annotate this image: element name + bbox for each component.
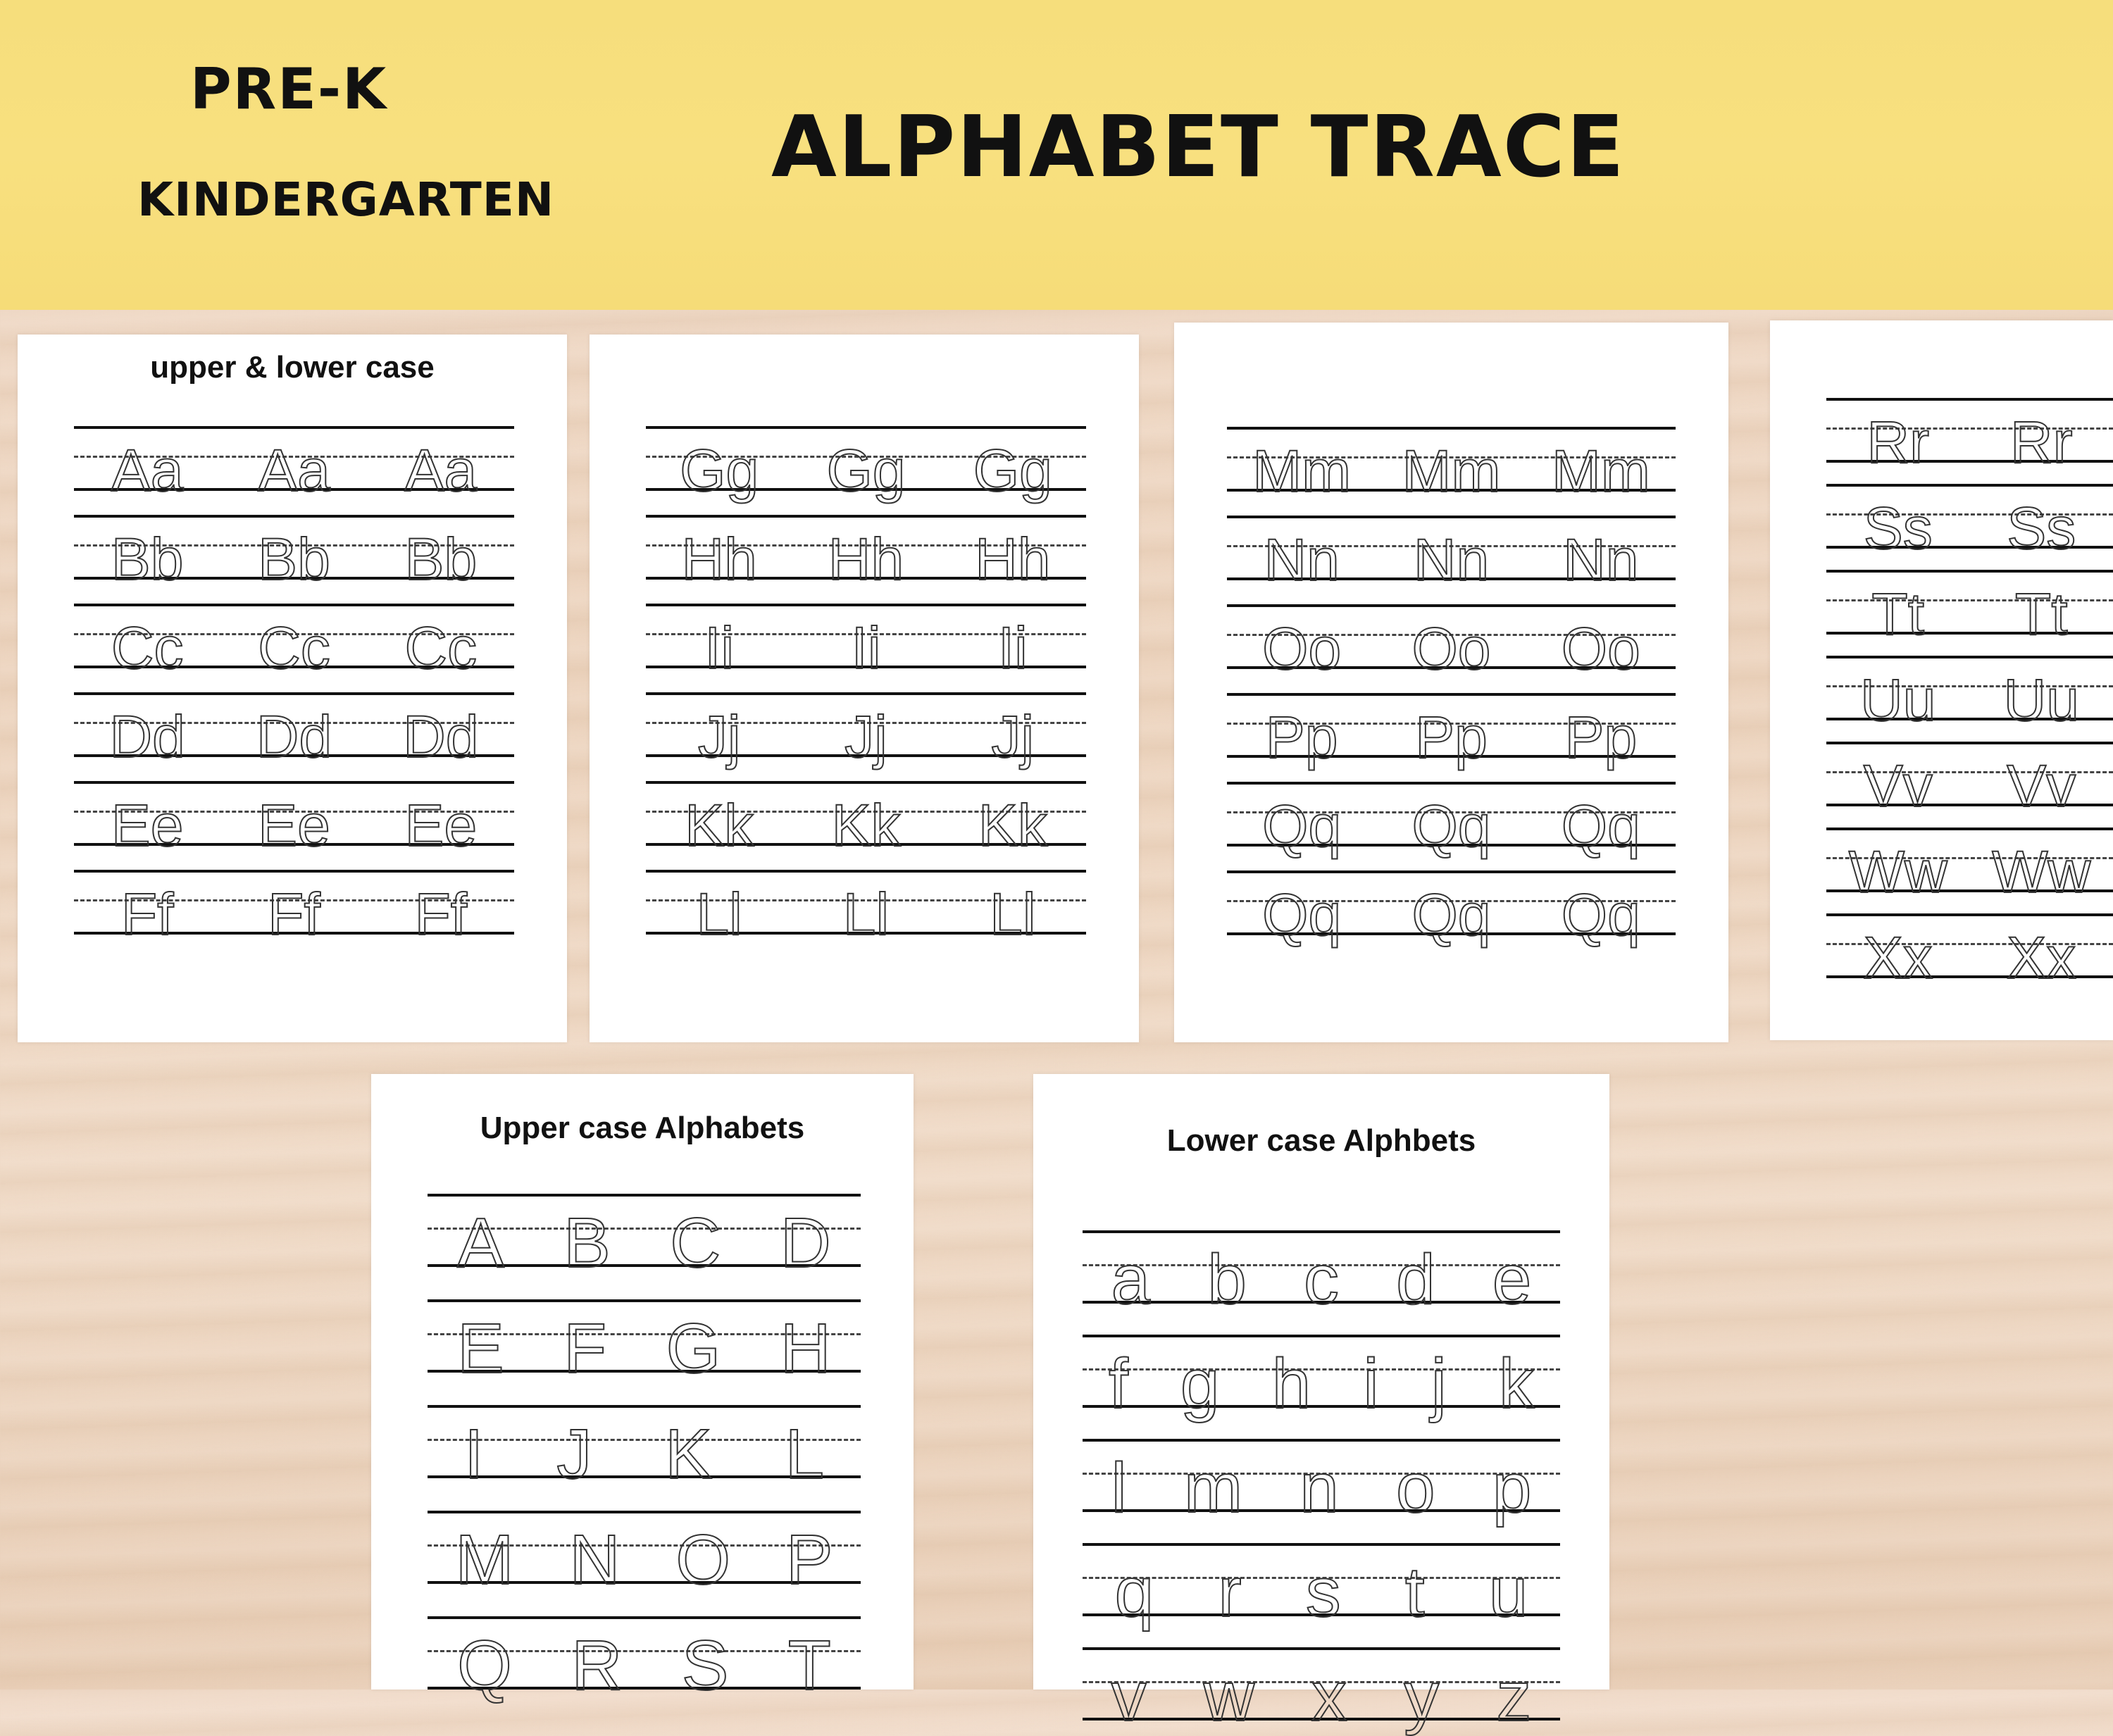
tracing-row (428, 1405, 861, 1494)
top-line (1826, 742, 2113, 744)
trace-letters: Nn (1413, 527, 1490, 593)
tracing-row (1227, 870, 1676, 948)
trace-letters: A (457, 1204, 504, 1282)
trace-letters: Vv (1863, 753, 1933, 819)
trace-letters: Cc (258, 615, 330, 681)
trace-letters: D (780, 1204, 831, 1282)
trace-letters: Qq (1262, 882, 1342, 948)
trace-letters: Ww (1848, 839, 1947, 905)
trace-letters: j (1431, 1344, 1447, 1423)
letter-group (74, 881, 514, 947)
letter-group (1227, 793, 1676, 859)
letter-group (646, 792, 1086, 858)
top-line (428, 1511, 861, 1513)
letter-group (1227, 616, 1676, 682)
top-line (1227, 516, 1676, 518)
letter-group (428, 1309, 861, 1388)
trace-letters: T (787, 1626, 831, 1705)
trace-letters: Ee (111, 792, 184, 858)
letter-group (1083, 1344, 1560, 1423)
trace-letters: Qq (1262, 793, 1342, 859)
letter-group (74, 615, 514, 681)
letter-group (1083, 1240, 1560, 1319)
trace-letters: Gg (826, 437, 906, 504)
top-line (1083, 1543, 1560, 1546)
top-line (1083, 1230, 1560, 1233)
trace-letters: m (1183, 1449, 1243, 1528)
trace-letters: a (1111, 1240, 1151, 1319)
tracing-row (646, 604, 1086, 681)
tracing-row (74, 604, 514, 681)
letter-group (646, 881, 1086, 947)
letter-group (1083, 1657, 1560, 1736)
trace-letters: n (1299, 1449, 1339, 1528)
letter-group (428, 1520, 861, 1599)
top-line (646, 781, 1086, 784)
letter-group (1826, 409, 2113, 475)
letter-group (1227, 438, 1676, 504)
tracing-row (1227, 427, 1676, 504)
worksheet-title: Upper case Alphabets (480, 1111, 805, 1145)
top-line (1083, 1647, 1560, 1650)
trace-letters: Xx (2007, 925, 2076, 991)
trace-letters: Oo (1561, 616, 1640, 682)
trace-letters: Ll (696, 881, 742, 947)
trace-letters: Dd (109, 704, 185, 770)
top-line (428, 1299, 861, 1302)
top-line (646, 870, 1086, 873)
top-line (74, 604, 514, 606)
worksheet-title: Lower case Alphbets (1166, 1123, 1476, 1158)
tracing-row (1826, 484, 2113, 561)
top-line (1227, 782, 1676, 785)
worksheet-m-q (1174, 323, 1728, 1042)
trace-letters: Ii (851, 615, 881, 681)
top-line (1083, 1439, 1560, 1442)
trace-letters: Ii (997, 615, 1028, 681)
trace-letters: k (1498, 1344, 1534, 1423)
trace-letters: Cc (404, 615, 478, 681)
worksheet-upper-lower (18, 335, 567, 1042)
trace-letters: Vv (2007, 753, 2076, 819)
trace-letters: f (1109, 1344, 1128, 1423)
kindergarten-label: KINDERGARTEN (137, 173, 555, 227)
tracing-row (74, 781, 514, 858)
top-line (1227, 693, 1676, 696)
top-line (646, 426, 1086, 429)
top-line (74, 870, 514, 873)
trace-letters: Qq (1561, 793, 1640, 859)
trace-letters: Qq (1561, 882, 1640, 948)
tracing-row (1227, 516, 1676, 593)
trace-letters: Mm (1252, 438, 1352, 504)
trace-letters: Bb (404, 526, 478, 592)
top-line (1826, 913, 2113, 916)
tracing-row (1083, 1230, 1560, 1319)
letter-group (1227, 527, 1676, 593)
tracing-row (428, 1511, 861, 1599)
trace-letters: w (1203, 1657, 1254, 1736)
tracing-row (74, 515, 514, 592)
trace-letters: Hh (828, 526, 904, 592)
letter-group (1227, 704, 1676, 770)
page-title: ALPHABET TRACE (771, 99, 1626, 196)
worksheet-uppercase (371, 1074, 914, 1705)
trace-letters: x (1311, 1657, 1347, 1736)
trace-letters: Hh (681, 526, 757, 592)
tracing-row (1826, 656, 2113, 733)
trace-letters: Uu (2003, 667, 2079, 733)
trace-letters: Bb (258, 526, 330, 592)
letter-group (1227, 882, 1676, 948)
trace-letters: r (1218, 1553, 1242, 1632)
trace-letters: Kk (831, 792, 901, 858)
trace-letters: K (665, 1415, 712, 1494)
trace-letters: d (1396, 1240, 1435, 1319)
trace-letters: o (1396, 1449, 1435, 1528)
trace-letters: Ee (258, 792, 330, 858)
trace-letters: Qq (1411, 882, 1491, 948)
trace-letters: Pp (1415, 704, 1488, 770)
tracing-row (646, 515, 1086, 592)
trace-letters: I (463, 1415, 484, 1494)
trace-letters: Ff (268, 881, 320, 947)
trace-letters: J (556, 1415, 592, 1494)
trace-letters: Uu (1860, 667, 1936, 733)
tracing-row (428, 1616, 861, 1705)
trace-letters: Ww (1992, 839, 2091, 905)
trace-letters: t (1404, 1553, 1425, 1632)
tracing-row (1826, 742, 2113, 819)
trace-letters: R (571, 1626, 623, 1705)
trace-letters: Jj (991, 704, 1035, 770)
trace-letters: Mm (1551, 438, 1650, 504)
top-line (1826, 828, 2113, 830)
top-line (1826, 484, 2113, 487)
tracing-row (646, 870, 1086, 947)
trace-letters: Bb (111, 526, 184, 592)
trace-letters: Tt (1871, 581, 1925, 647)
letter-group (1826, 667, 2113, 733)
trace-letters: z (1496, 1657, 1532, 1736)
tracing-row (1826, 570, 2113, 647)
tracing-row (1083, 1543, 1560, 1632)
trace-letters: Cc (111, 615, 184, 681)
tracing-row (1083, 1439, 1560, 1528)
prek-label: PRE-K (190, 56, 388, 122)
top-line (1826, 656, 2113, 658)
tracing-row (1826, 913, 2113, 991)
letter-group (1826, 581, 2113, 647)
trace-letters: Ff (414, 881, 468, 947)
letter-group (1826, 839, 2113, 905)
trace-letters: Pp (1265, 704, 1338, 770)
trace-letters: q (1114, 1553, 1154, 1632)
letter-group (1083, 1553, 1560, 1632)
top-line (74, 515, 514, 518)
trace-letters: N (569, 1520, 621, 1599)
top-line (646, 692, 1086, 695)
trace-letters: C (670, 1204, 721, 1282)
top-line (428, 1616, 861, 1619)
trace-letters: s (1305, 1553, 1341, 1632)
trace-letters: l (1111, 1449, 1127, 1528)
letter-group (74, 437, 514, 504)
trace-letters: Aa (258, 437, 330, 504)
trace-letters: Ff (120, 881, 174, 947)
top-line (1826, 398, 2113, 401)
trace-letters: h (1271, 1344, 1311, 1423)
trace-letters: c (1303, 1240, 1339, 1319)
trace-letters: p (1492, 1449, 1532, 1528)
tracing-row (1826, 398, 2113, 475)
trace-letters: y (1404, 1657, 1440, 1736)
trace-letters: Oo (1262, 616, 1342, 682)
trace-letters: Ss (2007, 495, 2076, 561)
top-line (646, 515, 1086, 518)
trace-letters: Aa (404, 437, 478, 504)
letter-group (74, 792, 514, 858)
tracing-row (428, 1194, 861, 1282)
top-line (1826, 570, 2113, 573)
letter-group (1083, 1449, 1560, 1528)
worksheet-g-l (590, 335, 1139, 1042)
top-line (1083, 1335, 1560, 1337)
trace-letters: E (457, 1309, 504, 1388)
trace-letters: u (1488, 1553, 1528, 1632)
trace-letters: H (780, 1309, 831, 1388)
top-line (74, 692, 514, 695)
letter-group (74, 704, 514, 770)
trace-letters: Gg (680, 437, 759, 504)
tracing-row (74, 426, 514, 504)
tracing-row (1227, 782, 1676, 859)
trace-letters: B (563, 1204, 611, 1282)
top-line (428, 1194, 861, 1197)
trace-letters: Kk (978, 792, 1047, 858)
trace-letters: Mm (1402, 438, 1501, 504)
trace-letters: b (1207, 1240, 1247, 1319)
trace-letters: Jj (697, 704, 741, 770)
tracing-row (1227, 693, 1676, 770)
trace-letters: P (785, 1520, 833, 1599)
trace-letters: Qq (1411, 793, 1491, 859)
trace-letters: Oo (1411, 616, 1491, 682)
trace-letters: Ee (404, 792, 478, 858)
tracing-row (646, 692, 1086, 770)
trace-letters: O (675, 1520, 731, 1599)
letter-group (646, 437, 1086, 504)
top-line (74, 781, 514, 784)
top-line (1227, 870, 1676, 873)
trace-letters: L (785, 1415, 825, 1494)
top-line (74, 426, 514, 429)
trace-letters: Ss (1863, 495, 1933, 561)
top-line (428, 1405, 861, 1408)
letter-group (428, 1204, 861, 1282)
trace-letters: Rr (1866, 409, 1930, 475)
trace-letters: v (1111, 1657, 1147, 1736)
tracing-row (1083, 1335, 1560, 1423)
trace-letters: Xx (1863, 925, 1933, 991)
letter-group (1826, 925, 2113, 991)
trace-letters: e (1492, 1240, 1532, 1319)
top-line (1227, 604, 1676, 607)
trace-letters: F (563, 1309, 607, 1388)
tracing-row (428, 1299, 861, 1388)
top-line (646, 604, 1086, 606)
trace-letters: S (681, 1626, 729, 1705)
trace-letters: Jj (844, 704, 887, 770)
trace-letters: M (455, 1520, 514, 1599)
trace-letters: Rr (2009, 409, 2073, 475)
letter-group (74, 526, 514, 592)
trace-letters: G (666, 1309, 721, 1388)
tracing-row (646, 426, 1086, 504)
trace-letters: Nn (1264, 527, 1340, 593)
worksheet-lowercase (1033, 1074, 1609, 1736)
tracing-row (1227, 604, 1676, 682)
trace-letters: Ii (704, 615, 735, 681)
trace-letters: Tt (2014, 581, 2068, 647)
trace-letters: Gg (973, 437, 1052, 504)
trace-letters: i (1363, 1344, 1379, 1423)
tracing-row (74, 692, 514, 770)
trace-letters: Pp (1564, 704, 1638, 770)
tracing-row (1083, 1647, 1560, 1736)
trace-letters: Hh (975, 526, 1051, 592)
trace-letters: Ll (990, 881, 1036, 947)
letter-group (646, 615, 1086, 681)
tracing-row (74, 870, 514, 947)
letter-group (1826, 495, 2113, 561)
trace-letters: Kk (685, 792, 754, 858)
header-banner (0, 0, 2113, 310)
letter-group (646, 526, 1086, 592)
letter-group (1826, 753, 2113, 819)
worksheet-r-x (1770, 320, 2113, 1040)
tracing-row (1826, 828, 2113, 905)
letter-group (428, 1626, 861, 1705)
letter-group (646, 704, 1086, 770)
trace-letters: Ll (842, 881, 890, 947)
trace-letters: Aa (111, 437, 184, 504)
top-line (1227, 427, 1676, 430)
trace-letters: Dd (403, 704, 479, 770)
worksheet-title: upper & lower case (150, 350, 435, 385)
trace-letters: Dd (256, 704, 332, 770)
letter-group (428, 1415, 861, 1494)
tracing-row (646, 781, 1086, 858)
trace-letters: g (1180, 1344, 1220, 1423)
trace-letters: Nn (1563, 527, 1639, 593)
trace-letters: Q (457, 1626, 512, 1705)
